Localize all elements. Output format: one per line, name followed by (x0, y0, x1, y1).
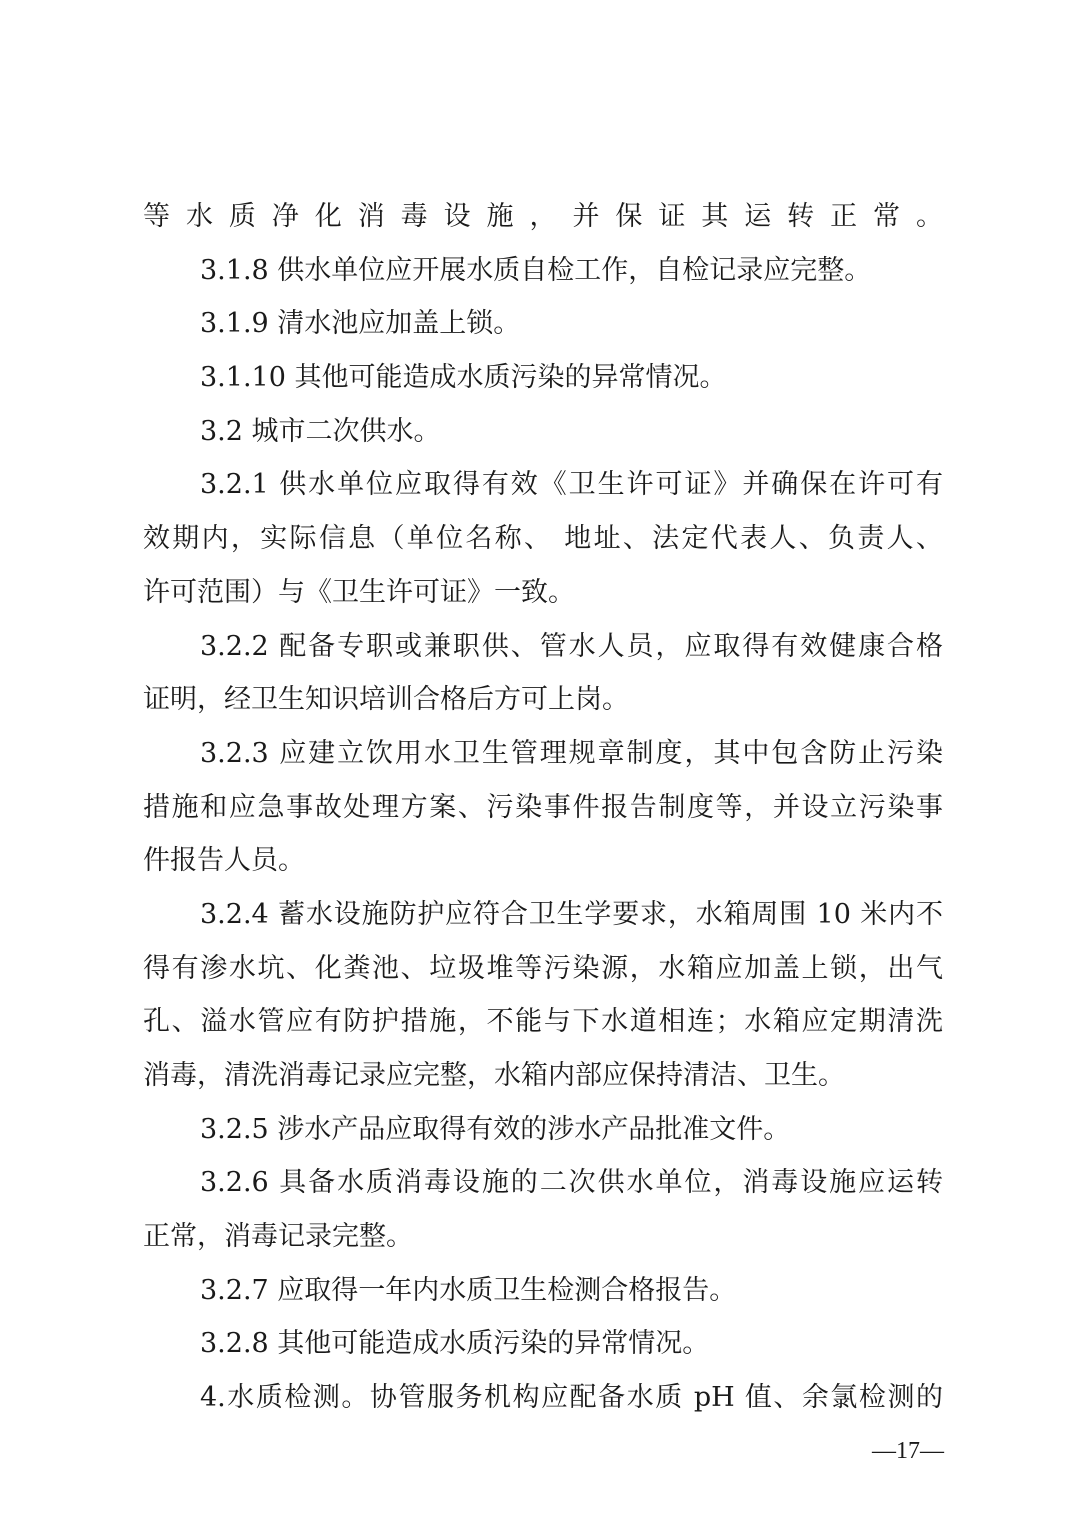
document-body (143, 190, 943, 1425)
text-line: 3.2.4 蓄水设施防护应符合卫生学要求，水箱周围 10 米内不 (200, 898, 943, 930)
text-line: 3.1.8 供水单位应开展水质自检工作，自检记录应完整。 (200, 254, 872, 286)
text-line: 3.2.1 供水单位应取得有效《卫生许可证》并确保在许可有 (200, 469, 943, 501)
text-line: 孔、溢水管应有防护措施，不能与下水道相连；水箱应定期清洗 (143, 1006, 943, 1038)
text-line: 3.2.8 其他可能造成水质污染的异常情况。 (200, 1328, 710, 1360)
text-line: 3.2.7 应取得一年内水质卫生检测合格报告。 (200, 1274, 737, 1306)
text-line: 4.水质检测。协管服务机构应配备水质 pH 值、余氯检测的 (200, 1382, 943, 1414)
text-line: 正常，消毒记录完整。 (143, 1221, 413, 1253)
text-line: 3.2.6 具备水质消毒设施的二次供水单位，消毒设施应运转 (200, 1167, 943, 1199)
text-line: 3.1.10 其他可能造成水质污染的异常情况。 (200, 362, 727, 394)
text-line: 3.2.3 应建立饮用水卫生管理规章制度，其中包含防止污染 (200, 737, 943, 769)
text-line: 件报告人员。 (143, 845, 305, 877)
text-line: 效期内，实际信息（单位名称、 地址、法定代表人、负责人、 (143, 523, 943, 555)
page-number: —17— (872, 1438, 944, 1464)
text-line: 3.2.2 配备专职或兼职供、管水人员，应取得有效健康合格 (200, 630, 943, 662)
text-line: 3.2.5 涉水产品应取得有效的涉水产品批准文件。 (200, 1113, 791, 1145)
text-line: 证明，经卫生知识培训合格后方可上岗。 (143, 684, 629, 716)
text-line: 3.2 城市二次供水。 (200, 415, 441, 447)
text-line: 消毒，清洗消毒记录应完整，水箱内部应保持清洁、卫生。 (143, 1060, 845, 1091)
text-line: 得有渗水坑、化粪池、垃圾堆等污染源，水箱应加盖上锁，出气 (143, 952, 943, 984)
text-line: 3.1.9 清水池应加盖上锁。 (200, 308, 521, 340)
text-line: 措施和应急事故处理方案、污染事件报告制度等，并设立污染事 (143, 791, 943, 823)
text-line: 等水质净化消毒设施，并保证其运转正常。 (143, 201, 943, 232)
text-line: 许可范围）与《卫生许可证》一致。 (143, 576, 575, 608)
